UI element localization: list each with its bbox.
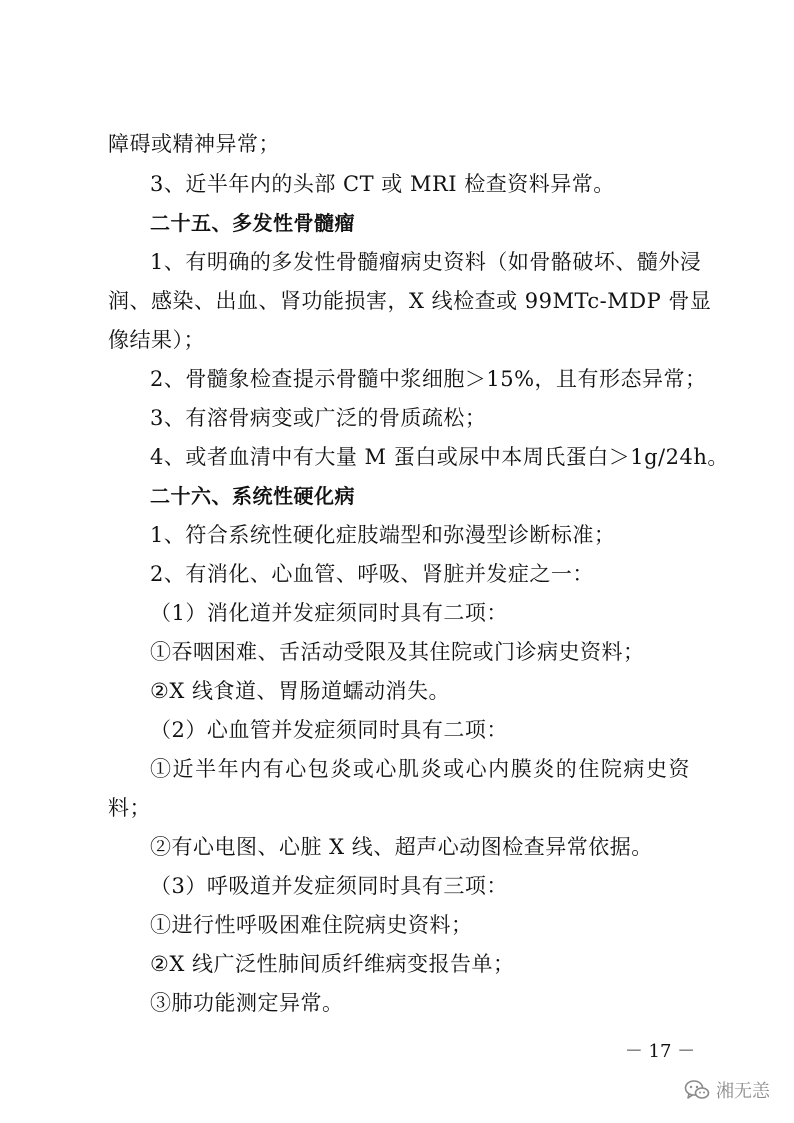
text-line: 4、或者血清中有大量 M 蛋白或尿中本周氏蛋白＞1g/24h。: [150, 445, 729, 469]
text-line: 1、符合系统性硬化症肢端型和弥漫型诊断标准；: [150, 523, 616, 547]
text-line: ②X 线广泛性肺间质纤维病变报告单；: [150, 952, 515, 976]
text-line: （1）消化道并发症须同时具有二项：: [150, 601, 508, 625]
text-line: 像结果）；: [108, 328, 205, 352]
text-line: 2、有消化、心血管、呼吸、肾脏并发症之一：: [150, 562, 594, 586]
text-line: （3）呼吸道并发症须同时具有三项：: [150, 874, 508, 898]
text-line: 2、骨髓象检查提示骨髓中浆细胞＞15%，且有形态异常；: [150, 367, 707, 391]
text-line: ①吞咽困难、舌活动受限及其住院或门诊病史资料；: [150, 640, 645, 664]
text-line: （2）心血管并发症须同时具有二项：: [150, 718, 508, 742]
text-line: 障碍或精神异常；: [108, 132, 280, 156]
text-line: ①进行性呼吸困难住院病史资料；: [150, 913, 473, 937]
section-heading: 二十五、多发性骨髓瘤: [150, 211, 355, 235]
text-line: ②X 线食道、胃肠道蠕动消失。: [150, 679, 450, 703]
page-number: － 17 －: [624, 1041, 696, 1062]
text-line: 1、有明确的多发性骨髓瘤病史资料（如骨骼破坏、髓外浸: [150, 250, 702, 274]
section-heading: 二十六、系统性硬化病: [150, 484, 355, 508]
watermark: [684, 1075, 770, 1105]
text-line: 3、有溶骨病变或广泛的骨质疏松；: [150, 406, 487, 430]
wechat-icon: [684, 1079, 710, 1101]
text-line: 润、感染、出血、肾功能损害，X 线检查或 99MTc-MDP 骨显: [108, 289, 712, 313]
text-line: ③肺功能测定异常。: [150, 991, 344, 1015]
text-line: 3、近半年内的头部 CT 或 MRI 检查资料异常。: [150, 172, 615, 196]
text-line: ①近半年内有心包炎或心肌炎或心内膜炎的住院病史资: [150, 757, 690, 781]
watermark-text: 湘无恙: [716, 1081, 770, 1102]
text-line: 料；: [108, 796, 151, 820]
text-line: ②有心电图、心脏 X 线、超声心动图检查异常依据。: [150, 835, 653, 859]
